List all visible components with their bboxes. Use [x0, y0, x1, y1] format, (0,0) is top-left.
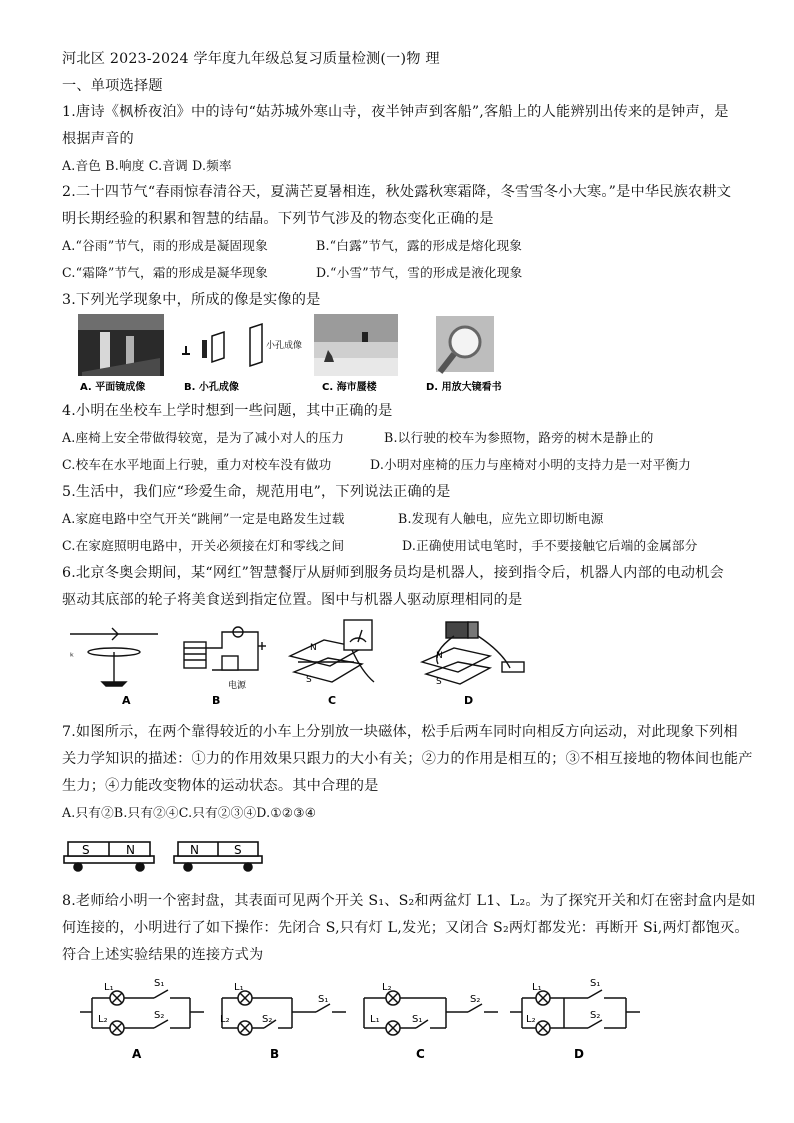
q7-stem-line2: 关力学知识的描述：①力的作用效果只跟力的大小有关；②力的作用是相互的；③不相互接地的物体间也能产 [62, 751, 753, 767]
q2-option-c: C.“霜降”节气，霜的形成是凝华现象 [62, 265, 268, 280]
q7-cart-right [174, 842, 262, 871]
q8-a-l2: L₂ [98, 1014, 108, 1025]
q6-diagram-c [290, 620, 374, 682]
q8-c-s2: S₂ [470, 994, 481, 1005]
q8-c-s1: S₁ [412, 1014, 423, 1025]
q6-label-c: C [328, 694, 337, 707]
q7-magnet2-pole-left: N [190, 843, 199, 857]
pinhole-label: 小孔成像 [266, 341, 303, 351]
q6-stem-line2: 驱动其底部的轮子将美食送到指定位置。图中与机器人驱动原理相同的是 [62, 592, 523, 608]
q8-d-l2: L₂ [526, 1014, 536, 1025]
q6-diagram-b [184, 627, 266, 670]
q8-d-l1: L₁ [532, 982, 542, 993]
exam-title: 河北区 2023-2024 学年度九年级总复习质量检测(一)物 理 [62, 51, 440, 67]
q8-label-b: B [270, 1047, 280, 1061]
q3-image-c [314, 314, 398, 376]
q1-options: A.音色 B.响度 C.音调 D.频率 [62, 158, 232, 173]
q8-figure [70, 976, 690, 1066]
q8-label-a: A [132, 1047, 142, 1061]
q8-stem-line3: 符合上述实验结果的连接方式为 [62, 947, 264, 963]
q7-stem-line3: 生力；④力能改变物体的运动状态。其中合理的是 [62, 778, 379, 794]
q8-b-l1: L₁ [234, 982, 244, 993]
q8-c-l1: L₁ [370, 1014, 380, 1025]
q6-d-n: N [436, 651, 443, 661]
q2-stem-line2: 明长期经验的积累和智慧的结晶。下列节气涉及的物态变化正确的是 [62, 211, 494, 227]
q5-stem: 5.生活中，我们应“珍爱生命，规范用电”，下列说法正确的是 [62, 484, 451, 500]
q8-d-s2: S₂ [590, 1010, 601, 1021]
q7-options: A.只有②B.只有②④C.只有②③④D.①②③④ [62, 805, 317, 820]
q8-a-s1: S₁ [154, 978, 165, 989]
q6-d-s: S [436, 677, 442, 687]
q2-option-b: B.“白露”节气，露的形成是熔化现象 [316, 238, 523, 253]
q8-b-l2: L₂ [220, 1014, 230, 1025]
section-heading: 一、单项选择题 [62, 78, 163, 94]
q3-image-a [78, 314, 164, 376]
q7-cart-left [64, 842, 154, 871]
q3-caption-c: C. 海市蜃楼 [322, 382, 377, 393]
q8-stem-line1: 8.老师给小明一个密封盘，其表面可见两个开关 S₁、S₂和两盆灯 L1、L₂。为了探究开关和灯在密封盒内是如 [62, 893, 756, 909]
q6-label-b: B [212, 694, 221, 707]
q3-image-b [182, 324, 302, 366]
q6-label-d: D [464, 694, 474, 707]
q4-option-c: C.校车在水平地面上行驶，重力对校车没有做功 [62, 457, 332, 472]
svg-text:ᵏ: ᵏ [70, 652, 75, 663]
q6-label-a: A [122, 694, 131, 707]
q5-option-d: D.正确使用试电笔时，手不要接触它后端的金属部分 [402, 538, 698, 553]
q5-option-a: A.家庭电路中空气开关“跳闸”一定是电路发生过载 [62, 511, 345, 526]
q8-a-s2: S₂ [154, 1010, 165, 1021]
q8-label-c: C [416, 1047, 425, 1061]
q6-figure [62, 612, 532, 708]
q8-b-s1: S₁ [318, 994, 329, 1005]
q7-magnet1-pole-right: N [126, 843, 135, 857]
q1-stem-line1: 1.唐诗《枫桥夜泊》中的诗句“姑苏城外寒山寺，夜半钟声到客船”,客船上的人能辨别出传来的是钟声，是 [62, 104, 729, 120]
q4-option-a: A.座椅上安全带做得较宽，是为了减小对人的压力 [62, 430, 345, 445]
q7-magnet1-pole-left: S [82, 843, 90, 857]
q2-stem-line1: 2.二十四节气“春雨惊春清谷天，夏满芒夏暑相连，秋处露秋寒霜降，冬雪雪冬小大寒。”是中华民族农耕文 [62, 184, 732, 200]
q8-a-l1: L₁ [104, 982, 114, 993]
q7-magnet2-pole-right: S [234, 843, 242, 857]
q3-figure [62, 310, 532, 400]
q5-option-b: B.发现有人触电，应先立即切断电源 [398, 511, 604, 526]
q1-stem-line2: 根据声音的 [62, 131, 134, 147]
q8-d-s1: S₁ [590, 978, 601, 989]
q4-option-b: B.以行驶的校车为参照物，路旁的树木是静止的 [384, 430, 654, 445]
q3-caption-b: B. 小孔成像 [184, 382, 239, 393]
q6-diagram-a [70, 628, 158, 686]
q6-c-s: S [306, 675, 312, 685]
q8-stem-line2: 何连接的，小明进行了如下操作：先闭合 S,只有灯 L,发光；又闭合 S₂两灯都发光：再断开 Si,两灯都饱灭。 [62, 920, 749, 936]
q3-stem: 3.下列光学现象中，所成的像是实像的是 [62, 292, 321, 308]
q2-option-d: D.“小雪”节气，雪的形成是液化现象 [316, 265, 523, 280]
q6-stem-line1: 6.北京冬奥会期间，某“网红”智慧餐厅从厨师到服务员均是机器人，接到指令后，机器人内部的电动机会 [62, 565, 724, 581]
q6-c-n: N [310, 643, 317, 653]
q3-caption-a: A. 平面镜成像 [80, 382, 146, 393]
q4-option-d: D.小明对座椅的压力与座椅对小明的支持力是一对平衡力 [370, 457, 692, 472]
q8-b-s2: S₂ [262, 1014, 273, 1025]
q2-option-a: A.“谷雨”节气，雨的形成是凝固现象 [62, 238, 268, 253]
q3-image-d [436, 316, 494, 372]
q8-c-l2: L₂ [382, 982, 392, 993]
q7-stem-line1: 7.如图所示，在两个靠得较近的小车上分别放一块磁体，松手后两车同时向相反方向运动，对此现象下列相 [62, 724, 738, 740]
q5-option-c: C.在家庭照明电路中，开关必须接在灯和零线之间 [62, 538, 345, 553]
q6-label-power: 电源 [228, 681, 247, 691]
q7-figure [62, 834, 282, 874]
q8-label-d: D [574, 1047, 584, 1061]
q3-caption-d: D. 用放大镜看书 [426, 382, 502, 393]
q4-stem: 4.小明在坐校车上学时想到一些问题，其中正确的是 [62, 403, 393, 419]
